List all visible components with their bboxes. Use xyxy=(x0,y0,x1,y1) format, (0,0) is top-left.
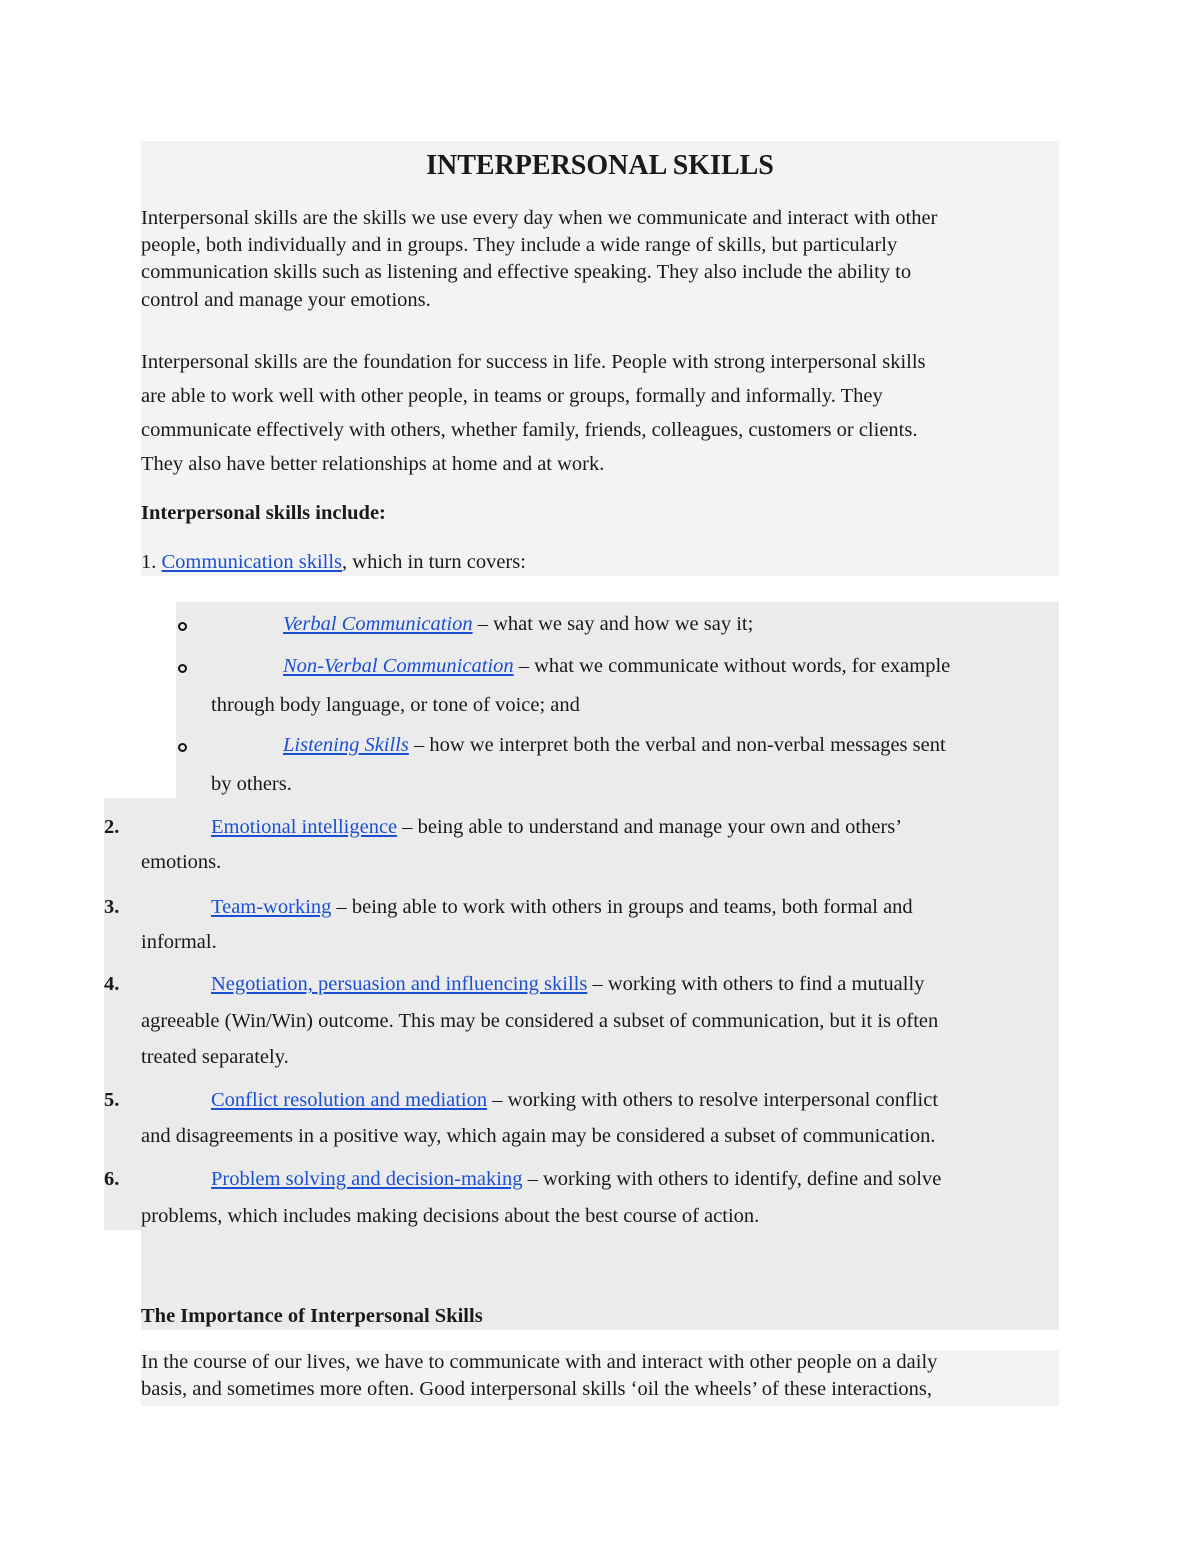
intro-line: communication skills such as listening and effective speaking. They also include the ability to xyxy=(141,261,912,283)
bullet-icon xyxy=(178,622,187,631)
foundation-line: are able to work well with other people, in teams or groups, formally and informally. They xyxy=(141,385,883,407)
list-item-cont: treated separately. xyxy=(141,1046,289,1068)
importance-line: basis, and sometimes more often. Good interpersonal skills ‘oil the wheels’ of these interactions, xyxy=(141,1378,932,1400)
include-heading: Interpersonal skills include: xyxy=(141,502,386,524)
list-number: 6. xyxy=(104,1168,120,1190)
listening-skills-link[interactable]: Listening Skills xyxy=(283,734,409,756)
list-number: 4. xyxy=(104,973,120,995)
problem-solving-link[interactable]: Problem solving and decision-making xyxy=(211,1168,523,1190)
page-title: INTERPERSONAL SKILLS xyxy=(426,150,774,181)
intro-line: control and manage your emotions. xyxy=(141,289,431,311)
intro-line: Interpersonal skills are the skills we use every day when we communicate and interact with other xyxy=(141,207,938,229)
sub-item-text: – how we interpret both the verbal and non-verbal messages sent xyxy=(408,734,946,756)
list-item-cont: agreeable (Win/Win) outcome. This may be considered a subset of communication, but it is often xyxy=(141,1010,939,1032)
list-item-cont: emotions. xyxy=(141,851,222,873)
list-item-text: – being able to understand and manage your own and others’ xyxy=(397,816,903,838)
sub-item-cont: by others. xyxy=(211,773,292,795)
team-working-link[interactable]: Team-working xyxy=(211,896,332,918)
list-item-2 xyxy=(211,816,902,839)
sub-item-nonverbal xyxy=(283,655,950,678)
verbal-communication-link[interactable]: Verbal Communication xyxy=(283,613,473,635)
list-number: 2. xyxy=(104,816,120,838)
intro-line: people, both individually and in groups. They include a wide range of skills, but particularly xyxy=(141,234,898,256)
list-item-3 xyxy=(211,896,913,919)
negotiation-link[interactable]: Negotiation, persuasion and influencing skills xyxy=(211,973,588,995)
foundation-line: Interpersonal skills are the foundation for success in life. People with strong interpersonal skills xyxy=(141,351,926,373)
list-item-text: – being able to work with others in groups and teams, both formal and xyxy=(331,896,913,918)
importance-line: In the course of our lives, we have to communicate with and interact with other people on a daily xyxy=(141,1351,938,1373)
list-item-text: – working with others to identify, define and solve xyxy=(522,1168,942,1190)
foundation-line: They also have better relationships at home and at work. xyxy=(141,453,605,475)
list-item-5 xyxy=(211,1089,938,1112)
conflict-resolution-link[interactable]: Conflict resolution and mediation xyxy=(211,1089,488,1111)
list-item-cont: informal. xyxy=(141,931,217,953)
list-item-text: – working with others to resolve interpersonal conflict xyxy=(487,1089,939,1111)
sub-item-listening xyxy=(283,734,946,757)
communication-skills-link[interactable]: Communication skills xyxy=(161,551,343,573)
list-number: 5. xyxy=(104,1089,120,1111)
list-item-cont: problems, which includes making decisions about the best course of action. xyxy=(141,1205,760,1227)
foundation-line: communicate effectively with others, whether family, friends, colleagues, customers or clients. xyxy=(141,419,918,441)
list-item-6 xyxy=(211,1168,941,1191)
non-verbal-communication-link[interactable]: Non-Verbal Communication xyxy=(283,655,514,677)
emotional-intelligence-link[interactable]: Emotional intelligence xyxy=(211,816,398,838)
list-item-1 xyxy=(141,551,526,574)
list-item-text: , which in turn covers: xyxy=(342,551,526,573)
bullet-icon xyxy=(178,743,187,752)
list-number: 3. xyxy=(104,896,120,918)
importance-heading: The Importance of Interpersonal Skills xyxy=(141,1305,483,1327)
list-item-4 xyxy=(211,973,924,996)
list-number: 1. xyxy=(141,551,157,573)
sub-item-cont: through body language, or tone of voice; and xyxy=(211,694,580,716)
sub-item-text: – what we communicate without words, for example xyxy=(513,655,951,677)
list-item-cont: and disagreements in a positive way, which again may be considered a subset of communication. xyxy=(141,1125,936,1147)
sub-item-text: – what we say and how we say it; xyxy=(472,613,754,635)
bullet-icon xyxy=(178,664,187,673)
sub-item-verbal xyxy=(283,613,753,636)
list-item-text: – working with others to find a mutually xyxy=(587,973,925,995)
